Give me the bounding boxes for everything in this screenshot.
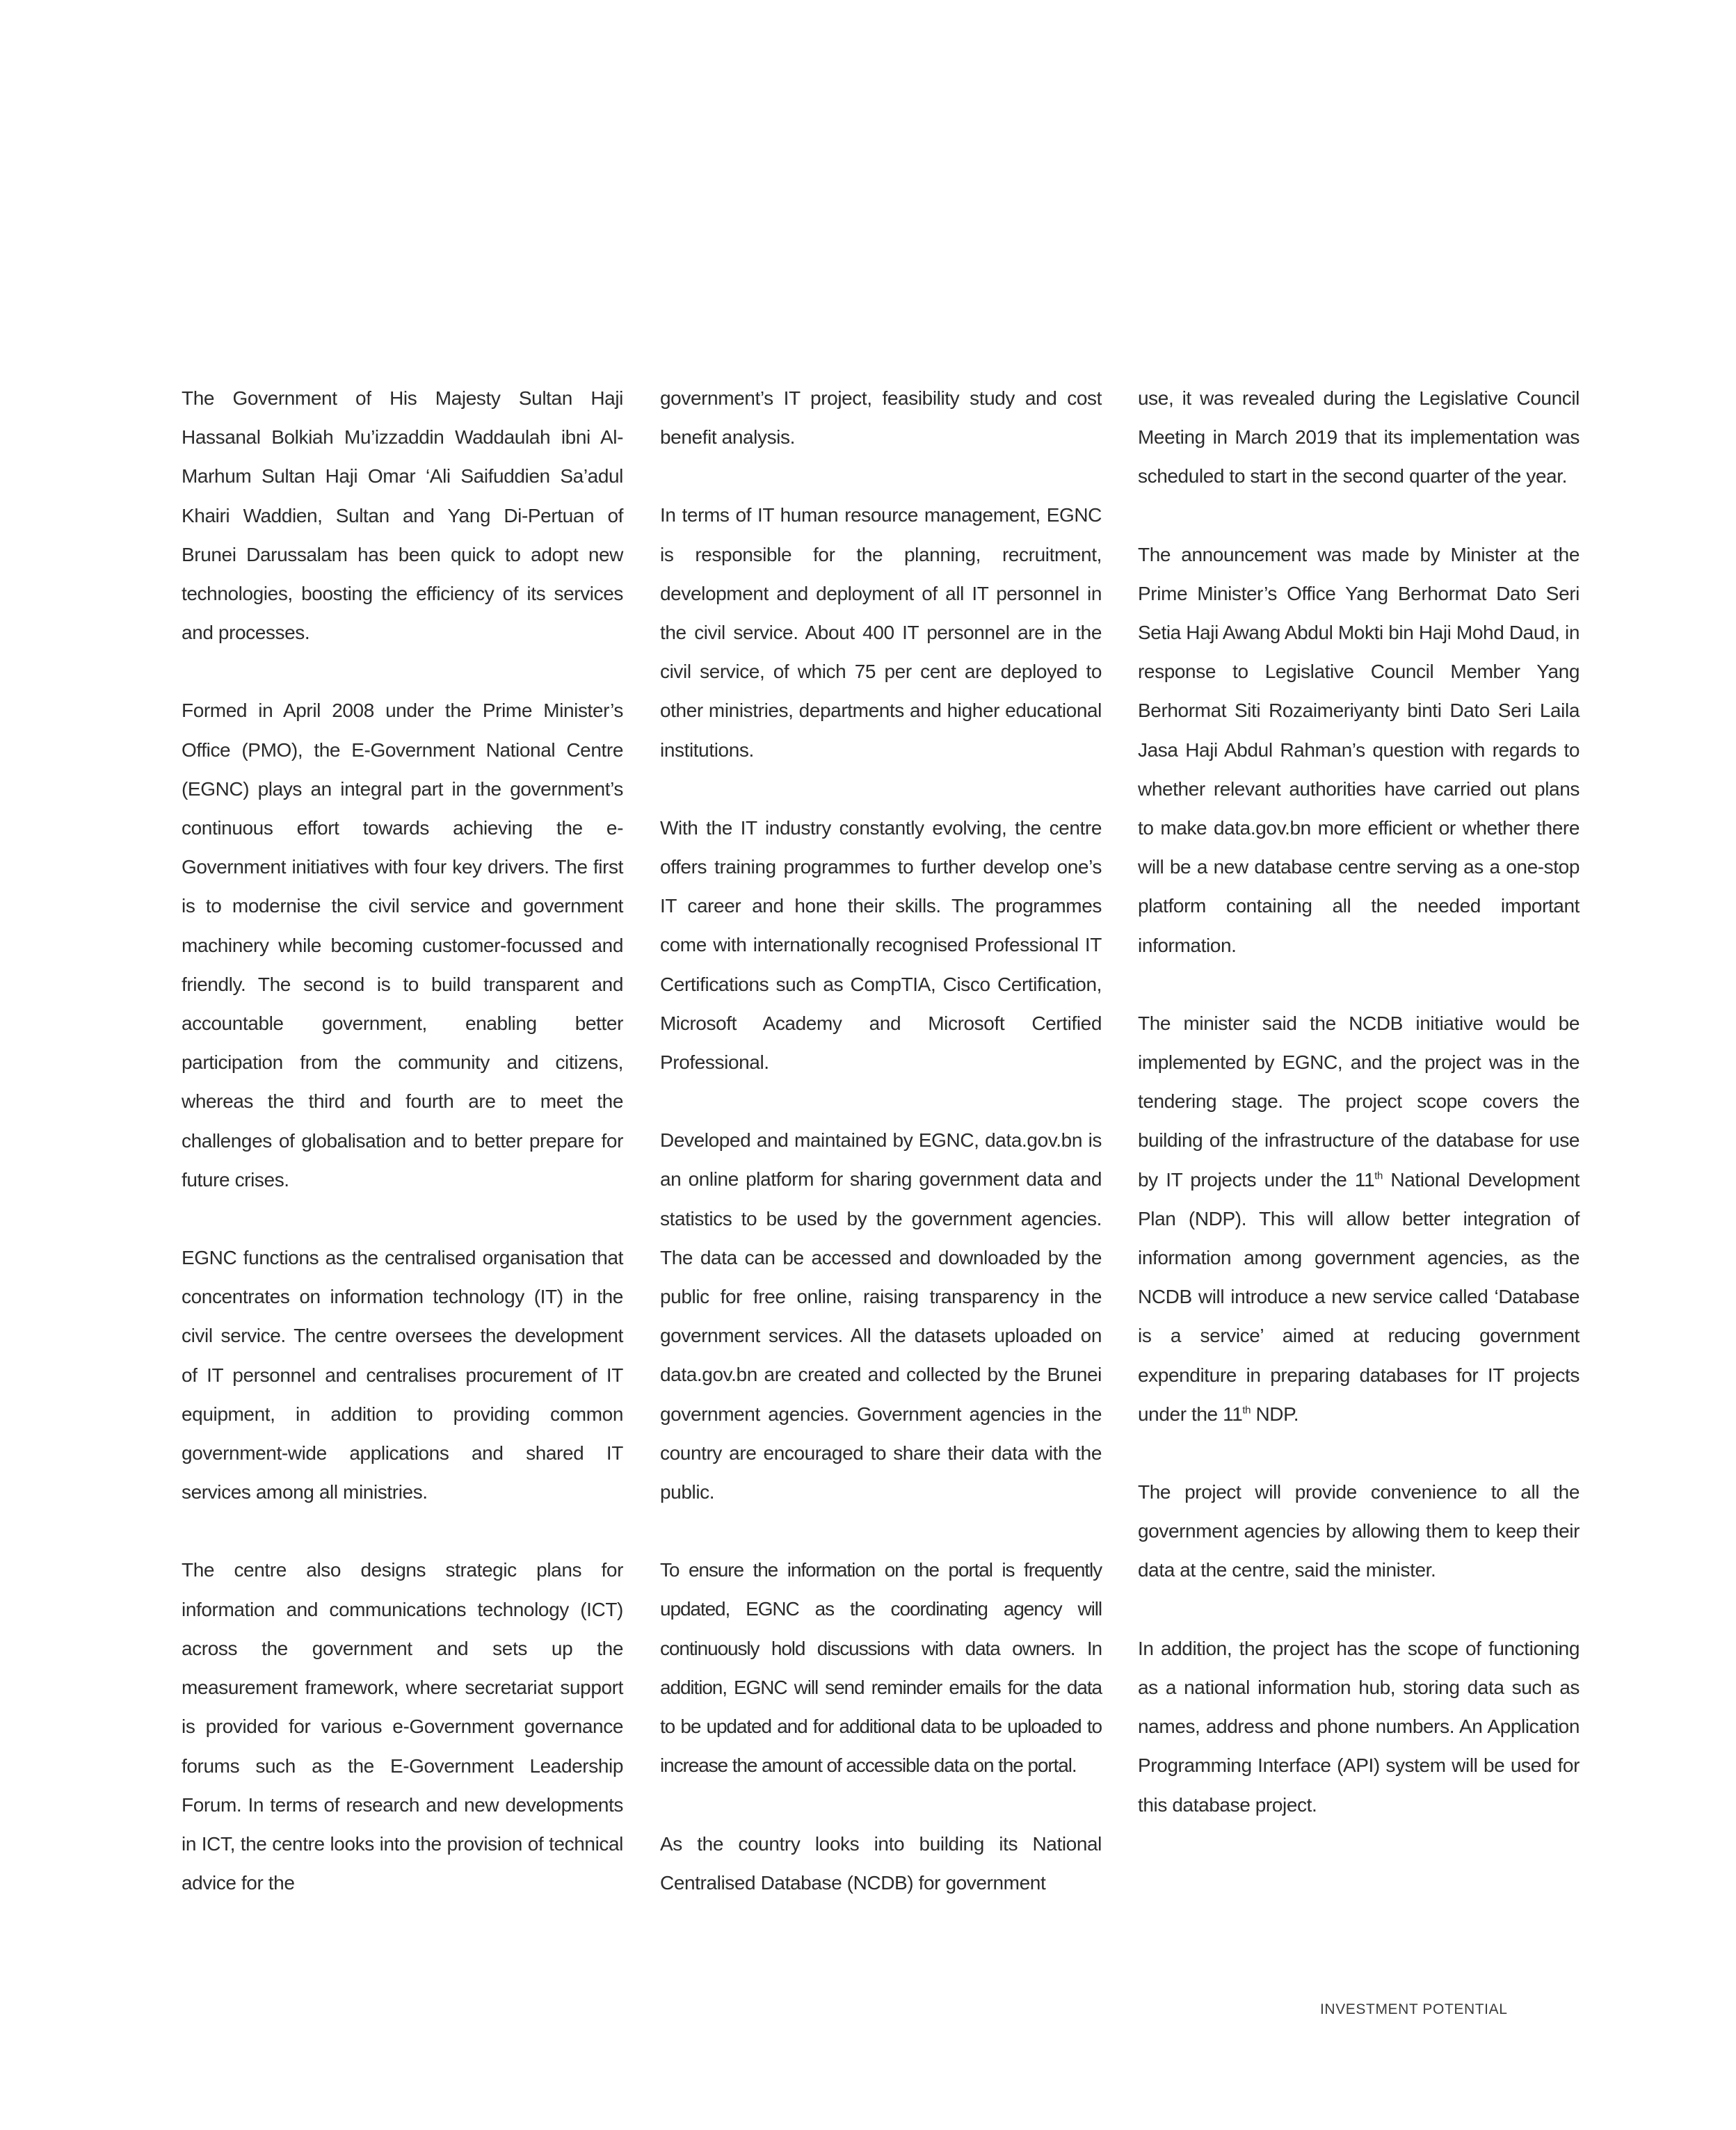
- paragraph: Formed in April 2008 under the Prime Minister’s Office (PMO), the E-Government National Centre (EGNC) plays an integral part in the government’s continuous effort towards achieving the e-Government initiatives with four key drivers. The first is to modernise the civil service and government machinery while becoming customer-focussed and friendly. The second is to build transparent and accountable government, enabling better participation from the community and citizens, whereas the third and fourth are to meet the challenges of globalisation and to better prepare for future crises.: [182, 700, 623, 1191]
- ordinal-suffix: th: [1242, 1404, 1251, 1417]
- paragraph: To ensure the information on the portal is frequently updated, EGNC as the coordinating agency will continuously hold discussions with data owners. In addition, EGNC will send reminder emails for the data to be updated and for additional data to be uploaded to increase the amount of accessible data on the portal.: [660, 1559, 1102, 1777]
- paragraph: Developed and maintained by EGNC, data.gov.bn is an online platform for sharing government data and statistics to be used by the government agencies. The data can be accessed and downloaded by the public for free online, raising transparency in the government services. All the datasets uploaded on data.gov.bn are created and collected by the Brunei government agencies. Government agencies in the country are encouraged to share their data with the public.: [660, 1129, 1102, 1503]
- paragraph: The centre also designs strategic plans for information and communications technology (ICT) across the government and sets up the measurement framework, where secretariat support is provided for various e-Government governance forums such as the E-Government Leadership Forum. In terms of research and new developments in ICT, the centre looks into the provision of technical advice for the: [182, 1559, 623, 1894]
- paragraph: In terms of IT human resource management, EGNC is responsible for the planning, recruitment, development and deployment of all IT personnel in the civil service. About 400 IT personnel are in the civil service, of which 75 per cent are deployed to other ministries, departments and higher educational institutions.: [660, 504, 1102, 761]
- paragraph: The Government of His Majesty Sultan Haji Hassanal Bolkiah Mu’izzaddin Waddaulah ibni Al-Marhum Sultan Haji Omar ‘Ali Saifuddien Sa’adul Khairi Waddien, Sultan and Yang Di-Pertuan of Brunei Darussalam has been quick to adopt new technologies, boosting the efficiency of its services and processes.: [182, 387, 623, 644]
- ordinal-suffix: th: [1374, 1170, 1383, 1182]
- paragraph: EGNC functions as the centralised organisation that concentrates on information technology (IT) in the civil service. The centre oversees the development of IT personnel and centralises procurement of IT equipment, in addition to providing common government-wide applications and shared IT services among all ministries.: [182, 1247, 623, 1503]
- text-column-1: [182, 379, 623, 1903]
- paragraph: In addition, the project has the scope of functioning as a national information hub, storing data such as names, address and phone numbers. An Application Programming Interface (API) system will be used for this database project.: [1138, 1637, 1580, 1816]
- paragraph-text: NDP.: [1251, 1403, 1299, 1425]
- paragraph: As the country looks into building its National Centralised Database (NCDB) for government: [660, 1832, 1102, 1894]
- paragraph: government’s IT project, feasibility study and cost benefit analysis.: [660, 387, 1102, 449]
- text-column-2: [660, 379, 1102, 1903]
- paragraph-text: National Development Plan (NDP). This will allow better integration of information among government agencies, as the NCDB will introduce a new service called ‘Database is a service’ aimed at reducing government expenditure in preparing databases for IT projects under the 11: [1138, 1168, 1580, 1425]
- paragraph: [1138, 1004, 1580, 1434]
- footer-section-label: INVESTMENT POTENTIAL: [1320, 2001, 1508, 2017]
- paragraph: The project will provide convenience to all the government agencies by allowing them to keep their data at the centre, said the minister.: [1138, 1481, 1580, 1581]
- paragraph: With the IT industry constantly evolving, the centre offers training programmes to further develop one’s IT career and hone their skills. The programmes come with internationally recognised Professional IT Certifications such as CompTIA, Cisco Certification, Microsoft Academy and Microsoft Certified Professional.: [660, 816, 1102, 1074]
- paragraph-text: The minister said the NCDB initiative would be implemented by EGNC, and the project was in the tendering stage. The project scope covers the building of the infrastructure of the database for use by IT projects under the 11: [1138, 1012, 1580, 1191]
- paragraph: use, it was revealed during the Legislative Council Meeting in March 2019 that its implementation was scheduled to start in the second quarter of the year.: [1138, 387, 1580, 487]
- paragraph: The announcement was made by Minister at the Prime Minister’s Office Yang Berhormat Dato Seri Setia Haji Awang Abdul Mokti bin Haji Mohd Daud, in response to Legislative Council Member Yang Berhormat Siti Rozaimeriyanty binti Dato Seri Laila Jasa Haji Abdul Rahman’s question with regards to whether relevant authorities have carried out plans to make data.gov.bn more efficient or whether there will be a new database centre serving as a one-stop platform containing all the needed important information.: [1138, 543, 1580, 956]
- text-column-3: [1138, 379, 1580, 1825]
